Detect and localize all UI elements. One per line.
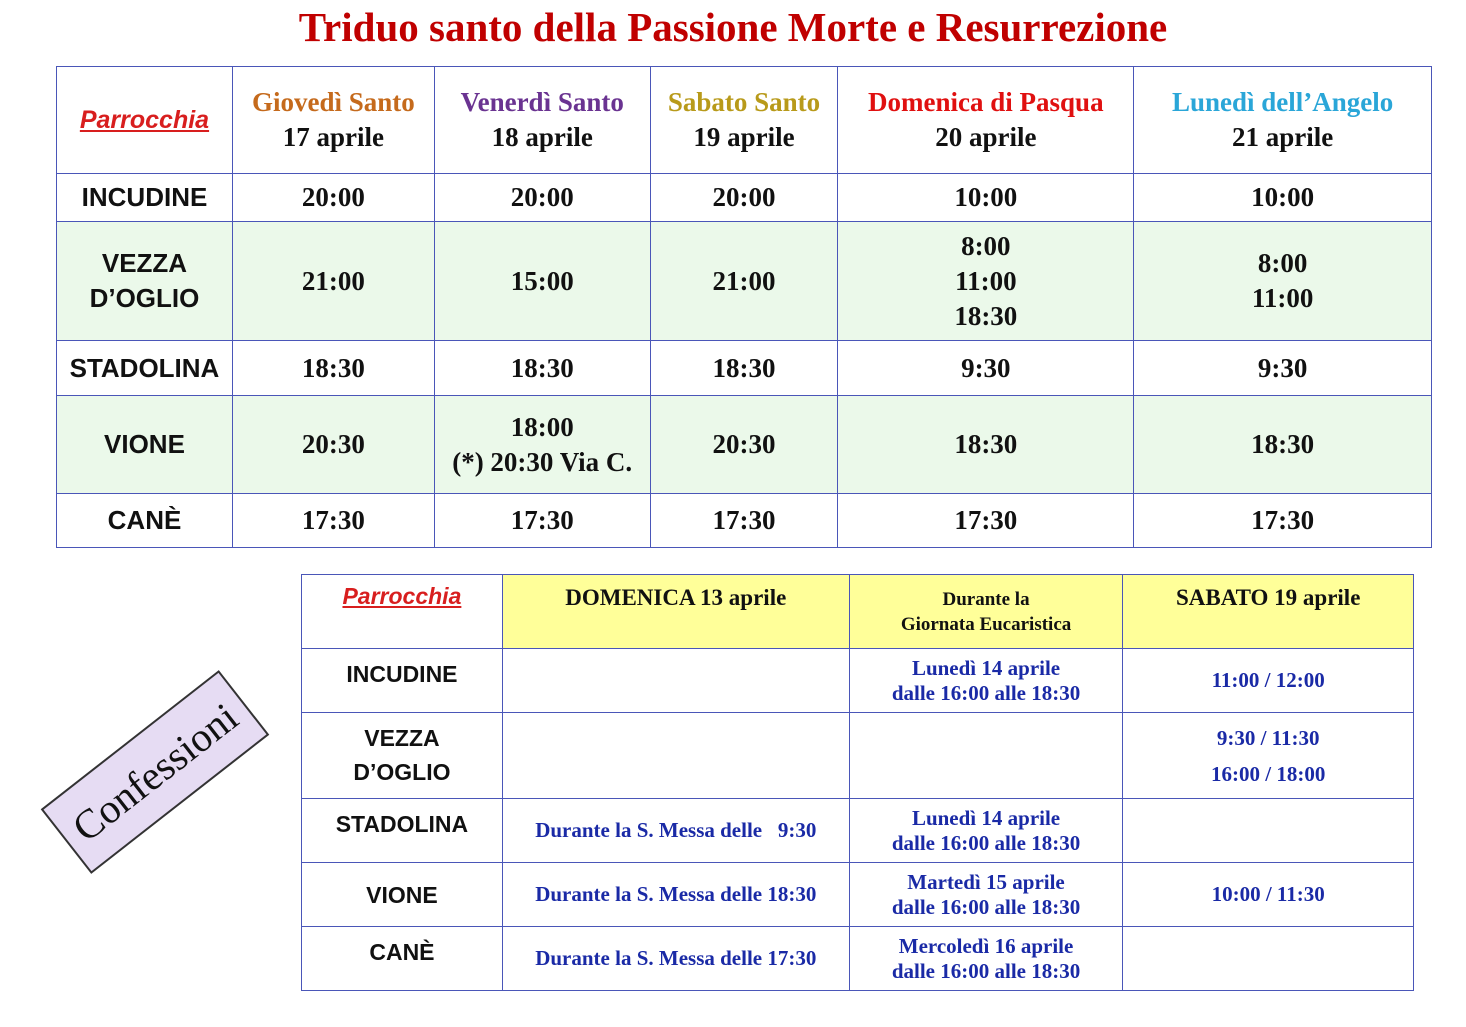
sabato-cell [1123,799,1414,863]
time-line: 8:00 [1257,248,1308,278]
time-cell: 18:30 [838,396,1134,494]
parish-column-header: Parrocchia [302,575,503,649]
page-title: Triduo santo della Passione Morte e Resurrezione [298,4,1168,50]
parish-name: STADOLINA [57,341,233,396]
parish-name: STADOLINA [302,799,503,863]
time-cell: 10:00 [838,174,1134,222]
day-date: 19 aprile [693,122,795,152]
time-line: 8:00 [961,230,1011,261]
time-cell [434,396,650,494]
time-cell: 20:30 [232,396,434,494]
header-lunedi [1134,67,1432,174]
parish-column-header: Parrocchia [57,67,233,174]
header-venerdi [434,67,650,174]
time-cell: 9:30 [1134,341,1432,396]
time-cell: 20:00 [232,174,434,222]
time-cell: 9:30 [838,341,1134,396]
header-line: Giornata Eucaristica [900,613,1072,635]
parish-name-line: D’OGLIO [353,759,451,785]
sabato-cell: 10:00 / 11:30 [1123,863,1414,927]
parish-name-line: VEZZA [364,725,440,751]
time-cell: 17:30 [650,494,838,548]
giornata-line: Lunedì 14 aprile [911,805,1061,830]
day-name: Sabato Santo [667,87,821,117]
giornata-cell [849,713,1123,799]
giornata-line: dalle 16:00 alle 18:30 [891,894,1081,919]
header-line: Durante la [942,588,1030,610]
sabato-cell [1123,713,1414,799]
giornata-cell [849,649,1123,713]
sabato-cell: 11:00 / 12:00 [1123,649,1414,713]
time-cell [1134,222,1432,341]
time-cell: 18:30 [232,341,434,396]
table-row [302,713,1414,799]
day-date: 21 aprile [1231,122,1334,152]
giornata-line: Mercoledì 16 aprile [898,933,1074,958]
domenica-cell: Durante la S. Messa delle 17:30 [502,927,849,991]
giornata-cell [849,927,1123,991]
giornata-line: dalle 16:00 alle 18:30 [891,958,1081,983]
parish-name: INCUDINE [302,649,503,713]
triduo-table [56,66,1432,548]
sabato-line: 16:00 / 18:00 [1211,761,1326,786]
header-domenica [838,67,1134,174]
time-cell: 17:30 [434,494,650,548]
giornata-line: dalle 16:00 alle 18:30 [891,830,1081,855]
header-sabato [650,67,838,174]
domenica-cell: Durante la S. Messa delle 18:30 [502,863,849,927]
day-date: 20 aprile [935,122,1037,152]
time-cell: 20:00 [650,174,838,222]
table-row [302,927,1414,991]
time-cell: 20:00 [434,174,650,222]
time-cell: 20:30 [650,396,838,494]
day-name: Domenica di Pasqua [868,87,1104,117]
table-row [57,174,1432,222]
table-row [302,863,1414,927]
confessioni-header-row [302,575,1414,649]
time-line: (*) 20:30 Via C. [452,446,633,477]
sabato-line: 9:30 / 11:30 [1216,725,1320,750]
parish-name [302,713,503,799]
time-line: 11:00 [1251,283,1314,313]
parish-name: INCUDINE [57,174,233,222]
giornata-line: Martedì 15 aprile [907,869,1065,894]
day-date: 17 aprile [282,122,384,152]
giornata-line: dalle 16:00 alle 18:30 [891,680,1081,705]
time-line: 11:00 [955,265,1017,296]
time-cell: 17:30 [838,494,1134,548]
confessioni-label: Confessioni [41,670,270,874]
parish-name [57,222,233,341]
time-cell: 10:00 [1134,174,1432,222]
domenica-cell [502,713,849,799]
confessioni-table [301,574,1414,991]
parish-name: VIONE [57,396,233,494]
parish-name-line: VEZZA [101,248,188,278]
giornata-line: Lunedì 14 aprile [911,655,1061,680]
parish-name: CANÈ [302,927,503,991]
table-row [57,494,1432,548]
header-domenica: DOMENICA 13 aprile [502,575,849,649]
giornata-cell [849,863,1123,927]
domenica-cell: Durante la S. Messa delle 9:30 [502,799,849,863]
parish-name-line: D’OGLIO [89,283,200,313]
header-giornata [849,575,1123,649]
day-date: 18 aprile [491,122,593,152]
time-cell [838,222,1134,341]
giornata-cell [849,799,1123,863]
time-cell: 18:30 [1134,396,1432,494]
time-line: 18:00 [510,411,574,442]
time-cell: 21:00 [650,222,838,341]
header-giovedi [232,67,434,174]
day-name: Lunedì dell’Angelo [1171,87,1394,117]
domenica-cell [502,649,849,713]
time-cell: 18:30 [650,341,838,396]
parish-name: CANÈ [57,494,233,548]
time-cell: 21:00 [232,222,434,341]
table-row [302,649,1414,713]
day-name: Venerdì Santo [460,87,624,117]
table-row [302,799,1414,863]
day-name: Giovedì Santo [251,87,415,117]
sabato-cell [1123,927,1414,991]
table-row [57,341,1432,396]
parish-name: VIONE [302,863,503,927]
time-cell: 17:30 [1134,494,1432,548]
time-cell: 17:30 [232,494,434,548]
time-cell: 15:00 [434,222,650,341]
triduo-header-row [57,67,1432,174]
time-line: 18:30 [954,300,1018,331]
time-cell: 18:30 [434,341,650,396]
table-row [57,222,1432,341]
header-sabato: SABATO 19 aprile [1123,575,1414,649]
table-row [57,396,1432,494]
